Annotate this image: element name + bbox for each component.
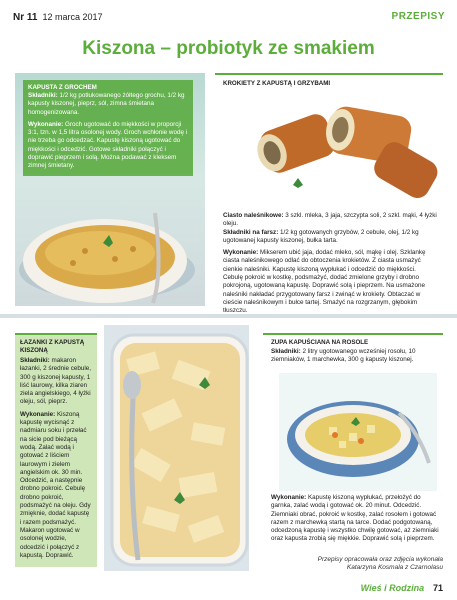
- krokiety-method: Wykonanie: Mikserem ubić jaja, dodać mleko, sól, mąkę i olej. Szklankę ciasta naleśnikowego odlać do obtoczenia krokietów. Z ciasta usmażyć cienkie naleśniki. Kapustę kiszoną wypłukać i odcedzić do miękkości. Cebulę pokroić w kostkę, podsmażyć, dodać zmielone grzyby i drobno pokrojoną, ugotowaną kapustę. Doprawić solą i pieprzem. Na usmażone naleśniki nakładać przygotowany farsz i zwinąć w krokiety. Obtaczać w cieście naleśnikowym i bułce tartej. Smażyć na rozgrzanym, głębokim tłuszczu.: [223, 249, 426, 315]
- krokiety-ciasto: Ciasto naleśnikowe: 3 szkl. mleka, 3 jaja, szczypta soli, 2 szkl. mąki, 4 łyżki oleju.: [223, 212, 437, 228]
- lazanki-photo: [104, 325, 249, 571]
- lazanki-ingredients: Składniki: makaron łazanki, 2 średnie cebule, 300 g kiszonej kapusty, 1 liść laurowy, kilka ziaren ziela angielskiego, 4 łyżki oleju, sól, pieprz.: [20, 357, 92, 406]
- zupa-ingredients: Składniki: 2 litry ugotowanego wcześniej rosołu, 10 ziemniaków, 1 marchewka, 300 g kapusty kiszonej.: [271, 348, 416, 364]
- lazanki-title: ŁAZANKI Z KAPUSTĄ KISZONĄ: [20, 339, 85, 354]
- issue-info: [13, 12, 103, 23]
- lazanki-recipe-box: [15, 333, 97, 567]
- kapusta-recipe-box: [23, 80, 193, 176]
- krokiety-box: [215, 73, 443, 315]
- magazine-brand: Wieś i Rodzina: [360, 583, 425, 593]
- krokiety-title: KROKIETY Z KAPUSTĄ I GRZYBAMI: [223, 80, 331, 87]
- credit-line-1: Przepisy opracowała oraz zdjęcia wykonała: [317, 556, 443, 563]
- credit-line-2: Katarzyna Kosmala z Czarnolasu: [346, 564, 443, 571]
- zupa-photo: [279, 373, 437, 491]
- page-footer: [361, 578, 443, 596]
- page-title: Kiszona – probiotyk ze smakiem: [82, 38, 375, 59]
- zupa-illustration: [279, 373, 437, 491]
- photo-credit: [243, 556, 443, 572]
- krokiety-text: [223, 212, 437, 316]
- kapusta-ingredients: Składniki: 1/2 kg potłukowanego żółtego grochu, 1/2 kg kapusty kiszonej, pieprz, sól, zimna śmietana homogenizowana.: [28, 92, 185, 116]
- krokiety-farsz: Składniki na farsz: 1/2 kg gotowanych grzybów, 2 cebule, olej, 1/2 kg ugotowanej kapusty kiszonej, bułka tarta.: [223, 228, 419, 244]
- issue-number: Nr 11: [13, 12, 38, 23]
- section-label: PRZEPISY: [391, 11, 445, 22]
- lazanki-illustration: [104, 325, 249, 571]
- issue-date: 12 marca 2017: [42, 12, 103, 22]
- page-number: 71: [432, 583, 443, 593]
- kapusta-method: Wykonanie: Groch ugotować do miękkości w proporcji 3:1, tzn. w 1,5 litra osolonej wody. Groch wchłonie wodę i nie trzeba go odcedzać. Kapustę kiszoną ugotować do miękkości i odcedzić. Gotowe składniki połączyć i doprawić pieprzem i solą. Można podawać z kleksem zimnej śmietany.: [28, 120, 188, 170]
- krokiety-illustration: [243, 90, 438, 200]
- row-divider: [0, 314, 457, 318]
- kapusta-title: KAPUSTA Z GROCHEM: [28, 84, 97, 91]
- zupa-method: Wykonanie: Kapustę kiszoną wypłukać, przełożyć do garnka, zalać wodą i gotować ok. 20 minut. Odcedzić. Ziemniaki obrać, pokroić w kostkę, zalać rosołem i gotować razem z marchewką startą na tarce. Dodać podgotowaną, odcedzoną kapustę i wszystko chwilę gotować, aż ziemniaki oraz kapusta zrobią się miękkie. Doprawić solą i pieprzem.: [271, 494, 439, 543]
- zupa-title: ZUPA KAPUŚCIANA NA ROSOLE: [271, 339, 369, 346]
- lazanki-method: Wykonanie: Kiszoną kapustę wycisnąć z nadmiaru soku i przełać na sicie pod bieżącą wodą. Zalać wodą i gotować z liściem laurowym i zielem angielskim ok. 30 min. Odcedzić, a następnie drobno pokroić. Cebulę drobno pokroić, podsmażyć na oleju. Gdy zmięknie, dodać kapustę i razem podsmażyć. Makaron ugotować w osolonej wodzie, odcedzić i połączyć z kapustą. Doprawić.: [20, 410, 91, 559]
- zupa-box: [263, 333, 443, 567]
- krokiety-photo: [243, 90, 438, 200]
